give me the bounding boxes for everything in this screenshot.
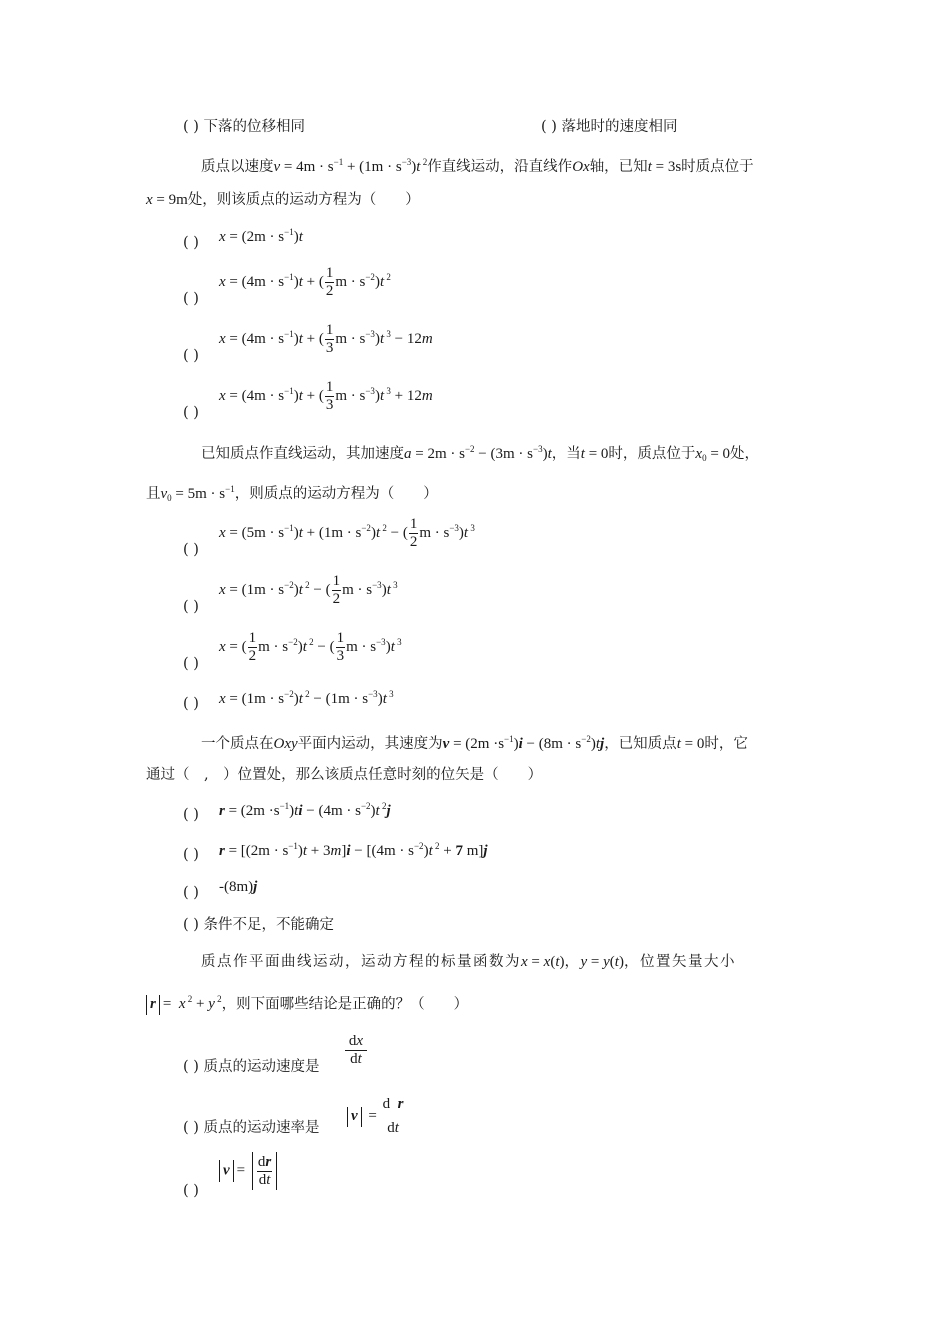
q2-option-c-formula: x = ( $\frac{1}{2}$ $m \cdot s^{-2})t$ $^2$ − ( $\frac{1}{3}$ $m \cdot s^{-3})t$ $^3$ — [219, 630, 402, 664]
q2-option-d-formula: $x = (1m \cdot s^{-2})t$ $^2 - (1m \cdot s^{-3})t$ $^3$ — [219, 689, 394, 707]
q2-stem-line1: 已知质点作直线运动，其加速度$a = 2m \cdot s^{-2} - (3m \cdot s^{-3})t$，当t = 0时，质点位于$x_0 = 0$处， — [201, 444, 760, 463]
q2-option-c-mark: ( ) — [183, 656, 199, 672]
q4-stem-line1: 质点作平面曲线运动，运动方程的标量函数为x = x(t)，y = y(t)，位置矢量大小 — [201, 954, 736, 970]
q2-option-b-formula: $x = (1m \cdot s^{-2})t$ $^2$ − ( $\frac{1}{2}$ $m \cdot s^{-3})t$ $^3$ — [219, 573, 398, 607]
q2-option-a-mark: ( ) — [183, 542, 199, 558]
q4-option-b-formula: v = d r dt — [344, 1097, 405, 1136]
q2-option-b-mark: ( ) — [183, 599, 199, 615]
q1-option-a-mark: ( ) — [183, 235, 199, 251]
q1-option-c-formula: $x = (4m \cdot s^{-1})t$ + ( $\frac{1}{3}$ $m \cdot s^{-3})t$ $^3$ − 12m — [219, 322, 433, 356]
q1-option-a-formula: $x = (2m \cdot s^{-1})t$ — [219, 227, 303, 245]
option-c: ( ) 下落的位移相同 — [183, 119, 306, 135]
q3-option-b-formula: $r = [(2m \cdot s^{-1})t + 3m]i - [(4m \cdot s^{-2})t$ $^2$ + 7 m]j — [219, 841, 488, 859]
q1-option-c-mark: ( ) — [183, 348, 199, 364]
q1-stem-line2: x = 9m处，则该质点的运动方程为（ ） — [146, 192, 420, 208]
q3-option-a-mark: ( ) — [183, 807, 199, 823]
q3-option-a-formula: $r = (2m \cdot s^{-1})ti - (4m \cdot s^{-2})t$ $^2$j — [219, 801, 391, 819]
q1-stem-line1: 质点以速度$v = 4m \cdot s^{-1} + (1m \cdot s^{-3})t$ $^2$作直线运动，沿直线作Ox轴，已知t = 3s时质点位于 — [201, 157, 754, 175]
q3-option-c-formula: -(8m)j — [219, 879, 258, 895]
q4-option-a-formula: $\frac{dx}{dt}$ — [344, 1034, 368, 1067]
q1-option-d-formula: $x = (4m \cdot s^{-1})t$ + ( $\frac{1}{3}$ $m \cdot s^{-3})t$ $^3$ + 12m — [219, 379, 433, 413]
q4-option-c-mark: ( ) — [183, 1183, 199, 1199]
q3-stem-line1: 一个质点在Oxy平面内运动，其速度为$v = (2m \cdot s^{-1})i - (8m \cdot s^{-2})tj$，已知质点t = 0时，它 — [201, 734, 748, 752]
q1-option-d-mark: ( ) — [183, 405, 199, 421]
q1-option-b-mark: ( ) — [183, 291, 199, 307]
q4-option-a-text: ( ) 质点的运动速度是 — [183, 1059, 320, 1075]
q4-option-c-formula: v = $\frac{dr}{dt}$ — [216, 1152, 280, 1190]
q1-option-b-formula: $x = (4m \cdot s^{-1})t$ + ( $\frac{1}{2}$ $m \cdot s^{-2})t$ $^2$ — [219, 265, 391, 299]
q4-stem-line2: r = x $^2$ + y $^2$，则下面哪些结论是正确的？（ ） — [143, 995, 468, 1015]
q3-option-b-mark: ( ) — [183, 847, 199, 863]
q2-option-d-mark: ( ) — [183, 696, 199, 712]
q2-stem-line2: 且$v_0 = 5m \cdot s^{-1}$，则质点的运动方程为（ ） — [146, 484, 438, 503]
q2-option-a-formula: $x = (5m \cdot s^{-1})t + (1m \cdot s^{-2})t$ $^2$ − ( $\frac{1}{2}$ $m \cdot s^{-3})t$ $^3$ — [219, 516, 475, 550]
q4-option-b-text: ( ) 质点的运动速率是 — [183, 1120, 320, 1136]
q3-option-c-mark: ( ) — [183, 885, 199, 901]
option-d: ( ) 落地时的速度相同 — [541, 119, 678, 135]
q3-stem-line2: 通过（ , ）位置处，那么该质点任意时刻的位矢是（ ） — [146, 767, 543, 783]
q3-option-d: ( ) 条件不足，不能确定 — [183, 917, 335, 933]
